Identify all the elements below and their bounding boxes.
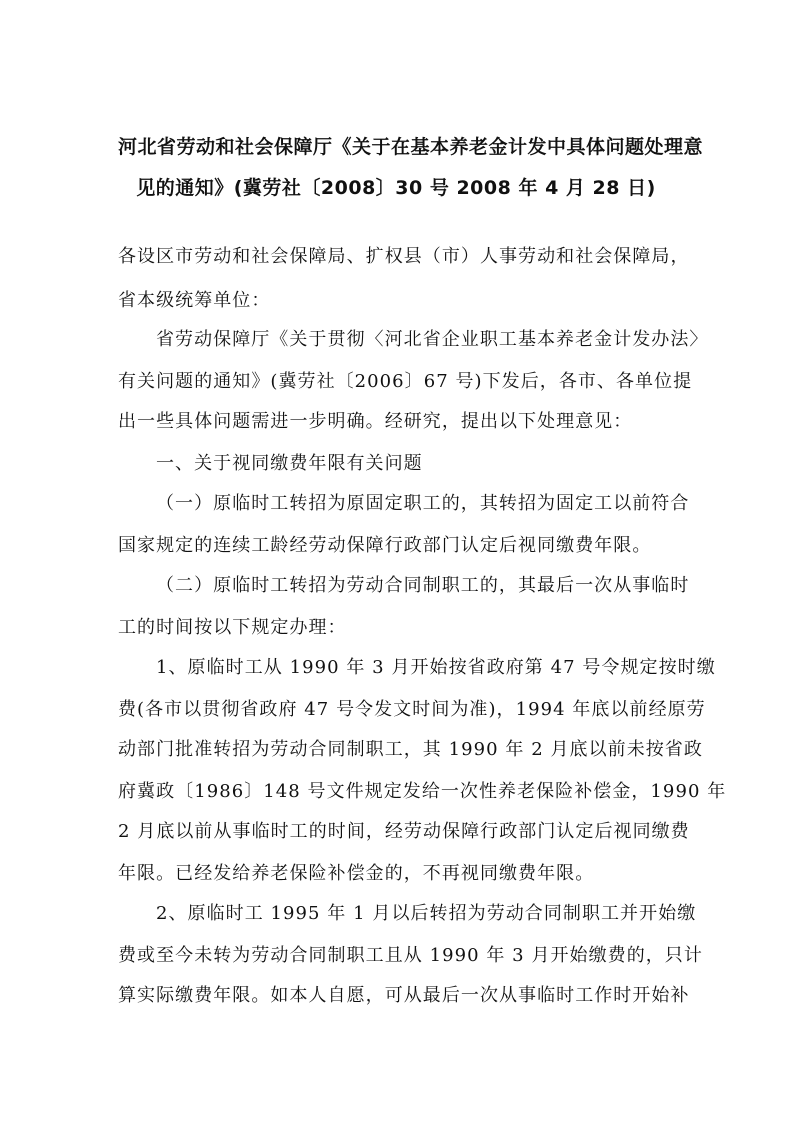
- body-line-17: 2、原临时工 1995 年 1 月以后转招为劳动合同制职工并开始缴: [156, 903, 697, 924]
- body-line-7: （一）原临时工转招为原固定职工的，其转招为固定工以前符合: [156, 493, 690, 514]
- body-line-9: （二）原临时工转招为劳动合同制职工的，其最后一次从事临时: [156, 575, 690, 596]
- body-line-5: 出一些具体问题需进一步明确。经研究，提出以下处理意见：: [118, 411, 633, 432]
- body-line-18: 费或至今未转为劳动合同制职工且从 1990 年 3 月开始缴费的，只计: [118, 945, 703, 966]
- body-line-14: 府冀政〔1986〕148 号文件规定发给一次性养老保险补偿金，1990 年: [118, 781, 727, 802]
- document-title-line-1: 河北省劳动和社会保障厅《关于在基本养老金计发中具体问题处理意: [118, 136, 704, 158]
- body-line-16: 年限。已经发给养老保险补偿金的，不再视同缴费年限。: [118, 863, 595, 884]
- body-line-4: 有关问题的通知》(冀劳社〔2006〕67 号)下发后，各市、各单位提: [118, 371, 693, 392]
- body-line-19: 算实际缴费年限。如本人自愿，可从最后一次从事临时工作时开始补: [118, 985, 690, 1006]
- body-line-10: 工的时间按以下规定办理：: [118, 617, 347, 638]
- body-line-11: 1、原临时工从 1990 年 3 月开始按省政府第 47 号令规定按时缴: [156, 657, 716, 678]
- body-line-1: 各设区市劳动和社会保障局、扩权县（市）人事劳动和社会保障局，: [118, 246, 690, 267]
- body-line-8: 国家规定的连续工龄经劳动保障行政部门认定后视同缴费年限。: [118, 535, 652, 556]
- body-line-15: 2 月底以前从事临时工的时间，经劳动保障行政部门认定后视同缴费: [118, 821, 690, 842]
- section-heading-1: 一、关于视同缴费年限有关问题: [156, 453, 423, 474]
- body-line-12: 费(各市以贯彻省政府 47 号令发文时间为准)，1994 年底以前经原劳: [118, 699, 706, 720]
- body-line-3: 省劳动保障厅《关于贯彻〈河北省企业职工基本养老金计发办法〉: [156, 329, 709, 350]
- body-line-13: 动部门批准转招为劳动合同制职工，其 1990 年 2 月底以前未按省政: [118, 739, 703, 760]
- body-line-2: 省本级统筹单位：: [118, 290, 271, 311]
- document-title-line-2: 见的通知》(冀劳社〔2008〕30 号 2008 年 4 月 28 日): [136, 177, 656, 199]
